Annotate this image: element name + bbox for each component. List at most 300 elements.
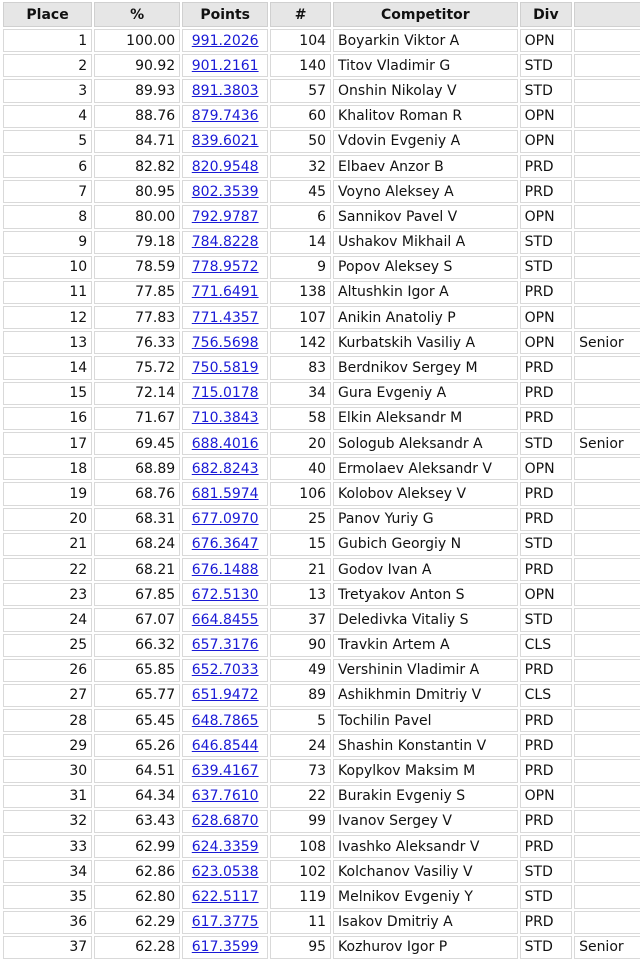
competitor-number-cell: 11	[270, 911, 331, 934]
points-link[interactable]: 672.5130	[191, 586, 259, 603]
division-cell: PRD	[520, 382, 572, 405]
points-cell	[182, 860, 268, 883]
competitor-name-cell: Titov Vladimir G	[333, 54, 518, 77]
percent-cell: 68.76	[94, 482, 180, 505]
table-row	[3, 180, 640, 203]
division-cell: PRD	[520, 709, 572, 732]
points-link[interactable]: 792.9787	[191, 208, 259, 225]
division-cell: STD	[520, 608, 572, 631]
percent-cell: 68.31	[94, 508, 180, 531]
competitor-number-cell: 22	[270, 785, 331, 808]
competitor-name-cell: Melnikov Evgeniy Y	[333, 885, 518, 908]
place-cell: 10	[3, 256, 92, 279]
percent-cell: 80.00	[94, 205, 180, 228]
points-link[interactable]: 646.8544	[191, 737, 259, 754]
competitor-number-cell: 37	[270, 608, 331, 631]
competitor-number-cell: 108	[270, 835, 331, 858]
points-link[interactable]: 623.0538	[191, 863, 259, 880]
competitor-name-cell: Anikin Anatoliy P	[333, 306, 518, 329]
percent-cell: 68.24	[94, 533, 180, 556]
points-link[interactable]: 622.5117	[191, 888, 259, 905]
percent-cell: 100.00	[94, 29, 180, 52]
points-cell	[182, 911, 268, 934]
points-cell	[182, 256, 268, 279]
place-cell: 21	[3, 533, 92, 556]
header-points[interactable]: Points	[182, 2, 268, 27]
points-link[interactable]: 802.3539	[191, 183, 259, 200]
percent-cell: 64.51	[94, 759, 180, 782]
place-cell: 29	[3, 734, 92, 757]
division-cell: CLS	[520, 684, 572, 707]
place-cell: 27	[3, 684, 92, 707]
category-cell	[574, 684, 640, 707]
place-cell: 37	[3, 936, 92, 959]
place-cell: 14	[3, 356, 92, 379]
category-cell	[574, 659, 640, 682]
competitor-number-cell: 24	[270, 734, 331, 757]
points-link[interactable]: 771.6491	[191, 284, 259, 301]
division-cell: STD	[520, 432, 572, 455]
division-cell: OPN	[520, 331, 572, 354]
competitor-name-cell: Elbaev Anzor B	[333, 155, 518, 178]
points-link[interactable]: 624.3359	[191, 838, 259, 855]
category-cell	[574, 533, 640, 556]
place-cell: 20	[3, 508, 92, 531]
competitor-name-cell: Berdnikov Sergey M	[333, 356, 518, 379]
competitor-number-cell: 34	[270, 382, 331, 405]
points-link[interactable]: 639.4167	[191, 763, 259, 780]
division-cell: PRD	[520, 180, 572, 203]
place-cell: 30	[3, 759, 92, 782]
competitor-name-cell: Godov Ivan A	[333, 558, 518, 581]
points-cell	[182, 533, 268, 556]
division-cell: STD	[520, 79, 572, 102]
table-row	[3, 331, 640, 354]
category-cell	[574, 860, 640, 883]
table-row	[3, 558, 640, 581]
percent-cell: 82.82	[94, 155, 180, 178]
category-cell	[574, 407, 640, 430]
place-cell: 28	[3, 709, 92, 732]
percent-cell: 65.85	[94, 659, 180, 682]
points-link[interactable]: 991.2026	[191, 32, 259, 49]
points-cell	[182, 785, 268, 808]
place-cell: 12	[3, 306, 92, 329]
competitor-name-cell: Travkin Artem A	[333, 634, 518, 657]
points-cell	[182, 936, 268, 959]
points-cell	[182, 407, 268, 430]
competitor-number-cell: 119	[270, 885, 331, 908]
points-cell	[182, 432, 268, 455]
division-cell: PRD	[520, 911, 572, 934]
division-cell: PRD	[520, 734, 572, 757]
table-row	[3, 860, 640, 883]
category-cell	[574, 79, 640, 102]
points-link[interactable]: 637.7610	[191, 788, 259, 805]
points-cell	[182, 130, 268, 153]
percent-cell: 68.89	[94, 457, 180, 480]
category-cell	[574, 558, 640, 581]
percent-cell: 77.83	[94, 306, 180, 329]
category-cell	[574, 155, 640, 178]
points-link[interactable]: 688.4016	[191, 435, 259, 452]
results-body	[3, 29, 640, 959]
points-link[interactable]: 839.6021	[191, 133, 259, 150]
competitor-name-cell: Panov Yuriy G	[333, 508, 518, 531]
competitor-name-cell: Ushakov Mikhail A	[333, 231, 518, 254]
competitor-number-cell: 57	[270, 79, 331, 102]
points-link[interactable]: 820.9548	[191, 158, 259, 175]
category-cell	[574, 709, 640, 732]
place-cell: 25	[3, 634, 92, 657]
category-cell	[574, 231, 640, 254]
division-cell: OPN	[520, 785, 572, 808]
division-cell: PRD	[520, 356, 572, 379]
points-link[interactable]: 677.0970	[191, 511, 259, 528]
points-cell	[182, 508, 268, 531]
table-row	[3, 684, 640, 707]
points-cell	[182, 759, 268, 782]
division-cell: PRD	[520, 759, 572, 782]
competitor-name-cell: Tochilin Pavel	[333, 709, 518, 732]
place-cell: 2	[3, 54, 92, 77]
place-cell: 5	[3, 130, 92, 153]
points-cell	[182, 382, 268, 405]
competitor-name-cell: Burakin Evgeniy S	[333, 785, 518, 808]
table-row	[3, 482, 640, 505]
points-link[interactable]: 771.4357	[191, 309, 259, 326]
table-row	[3, 734, 640, 757]
points-link[interactable]: 778.9572	[191, 259, 259, 276]
table-row	[3, 432, 640, 455]
division-cell: CLS	[520, 634, 572, 657]
category-cell: Senior	[574, 432, 640, 455]
category-cell	[574, 54, 640, 77]
competitor-name-cell: Shashin Konstantin V	[333, 734, 518, 757]
competitor-number-cell: 40	[270, 457, 331, 480]
table-row	[3, 306, 640, 329]
table-row	[3, 759, 640, 782]
competitor-name-cell: Gubich Georgiy N	[333, 533, 518, 556]
table-row	[3, 608, 640, 631]
competitor-number-cell: 95	[270, 936, 331, 959]
competitor-name-cell: Gura Evgeniy A	[333, 382, 518, 405]
points-cell	[182, 835, 268, 858]
points-cell	[182, 29, 268, 52]
competitor-name-cell: Boyarkin Viktor A	[333, 29, 518, 52]
table-row	[3, 155, 640, 178]
competitor-number-cell: 13	[270, 583, 331, 606]
competitor-number-cell: 90	[270, 634, 331, 657]
points-cell	[182, 482, 268, 505]
table-row	[3, 29, 640, 52]
division-cell: OPN	[520, 130, 572, 153]
percent-cell: 67.07	[94, 608, 180, 631]
competitor-name-cell: Kopylkov Maksim M	[333, 759, 518, 782]
points-link[interactable]: 756.5698	[191, 334, 259, 351]
place-cell: 9	[3, 231, 92, 254]
percent-cell: 64.34	[94, 785, 180, 808]
header-place[interactable]: Place	[3, 2, 92, 27]
header-row	[3, 2, 640, 27]
competitor-name-cell: Vdovin Evgeniy A	[333, 130, 518, 153]
percent-cell: 77.85	[94, 281, 180, 304]
division-cell: PRD	[520, 558, 572, 581]
competitor-number-cell: 14	[270, 231, 331, 254]
category-cell	[574, 734, 640, 757]
points-cell	[182, 608, 268, 631]
division-cell: STD	[520, 885, 572, 908]
division-cell: PRD	[520, 482, 572, 505]
table-row	[3, 885, 640, 908]
division-cell: PRD	[520, 810, 572, 833]
competitor-name-cell: Elkin Aleksandr M	[333, 407, 518, 430]
points-link[interactable]: 682.8243	[191, 460, 259, 477]
table-row	[3, 407, 640, 430]
place-cell: 36	[3, 911, 92, 934]
competitor-number-cell: 49	[270, 659, 331, 682]
place-cell: 17	[3, 432, 92, 455]
points-cell	[182, 54, 268, 77]
competitor-name-cell: Sologub Aleksandr A	[333, 432, 518, 455]
place-cell: 26	[3, 659, 92, 682]
competitor-number-cell: 50	[270, 130, 331, 153]
division-cell: OPN	[520, 306, 572, 329]
table-row	[3, 130, 640, 153]
division-cell: OPN	[520, 457, 572, 480]
competitor-name-cell: Ashikhmin Dmitriy V	[333, 684, 518, 707]
competitor-number-cell: 45	[270, 180, 331, 203]
points-link[interactable]: 710.3843	[191, 410, 259, 427]
category-cell	[574, 810, 640, 833]
category-cell	[574, 29, 640, 52]
competitor-number-cell: 142	[270, 331, 331, 354]
percent-cell: 62.28	[94, 936, 180, 959]
place-cell: 32	[3, 810, 92, 833]
table-row	[3, 533, 640, 556]
category-cell	[574, 306, 640, 329]
category-cell	[574, 105, 640, 128]
points-cell	[182, 356, 268, 379]
competitor-number-cell: 15	[270, 533, 331, 556]
division-cell: STD	[520, 860, 572, 883]
percent-cell: 65.77	[94, 684, 180, 707]
table-row	[3, 105, 640, 128]
percent-cell: 75.72	[94, 356, 180, 379]
competitor-name-cell: Khalitov Roman R	[333, 105, 518, 128]
points-link[interactable]: 891.3803	[191, 82, 259, 99]
category-cell	[574, 281, 640, 304]
points-link[interactable]: 628.6870	[191, 813, 259, 830]
place-cell: 23	[3, 583, 92, 606]
percent-cell: 72.14	[94, 382, 180, 405]
place-cell: 31	[3, 785, 92, 808]
competitor-name-cell: Kolchanov Vasiliy V	[333, 860, 518, 883]
table-row	[3, 911, 640, 934]
points-cell	[182, 457, 268, 480]
percent-cell: 90.92	[94, 54, 180, 77]
table-row	[3, 281, 640, 304]
points-link[interactable]: 648.7865	[191, 712, 259, 729]
competitor-number-cell: 140	[270, 54, 331, 77]
division-cell: PRD	[520, 155, 572, 178]
header-percent[interactable]: %	[94, 2, 180, 27]
place-cell: 3	[3, 79, 92, 102]
table-row	[3, 634, 640, 657]
points-cell	[182, 231, 268, 254]
competitor-number-cell: 73	[270, 759, 331, 782]
table-row	[3, 835, 640, 858]
points-link[interactable]: 715.0178	[191, 385, 259, 402]
percent-cell: 63.43	[94, 810, 180, 833]
place-cell: 24	[3, 608, 92, 631]
competitor-name-cell: Vershinin Vladimir A	[333, 659, 518, 682]
division-cell: PRD	[520, 281, 572, 304]
category-cell	[574, 583, 640, 606]
place-cell: 15	[3, 382, 92, 405]
place-cell: 35	[3, 885, 92, 908]
place-cell: 7	[3, 180, 92, 203]
category-cell	[574, 180, 640, 203]
division-cell: OPN	[520, 105, 572, 128]
competitor-number-cell: 32	[270, 155, 331, 178]
category-cell	[574, 256, 640, 279]
competitor-name-cell: Altushkin Igor A	[333, 281, 518, 304]
points-cell	[182, 331, 268, 354]
table-row	[3, 356, 640, 379]
percent-cell: 69.45	[94, 432, 180, 455]
place-cell: 34	[3, 860, 92, 883]
percent-cell: 65.45	[94, 709, 180, 732]
points-cell	[182, 684, 268, 707]
category-cell	[574, 130, 640, 153]
table-row	[3, 659, 640, 682]
percent-cell: 71.67	[94, 407, 180, 430]
percent-cell: 88.76	[94, 105, 180, 128]
points-link[interactable]: 617.3775	[191, 914, 259, 931]
category-cell	[574, 205, 640, 228]
competitor-name-cell: Voyno Aleksey A	[333, 180, 518, 203]
division-cell: PRD	[520, 835, 572, 858]
points-cell	[182, 79, 268, 102]
points-link[interactable]: 651.9472	[191, 687, 259, 704]
division-cell: STD	[520, 936, 572, 959]
competitor-number-cell: 107	[270, 306, 331, 329]
competitor-number-cell: 6	[270, 205, 331, 228]
percent-cell: 62.80	[94, 885, 180, 908]
competitor-number-cell: 25	[270, 508, 331, 531]
table-row	[3, 79, 640, 102]
points-cell	[182, 155, 268, 178]
competitor-name-cell: Onshin Nikolay V	[333, 79, 518, 102]
competitor-number-cell: 5	[270, 709, 331, 732]
division-cell: OPN	[520, 205, 572, 228]
points-link[interactable]: 879.7436	[191, 108, 259, 125]
competitor-number-cell: 104	[270, 29, 331, 52]
points-cell	[182, 281, 268, 304]
header-number[interactable]: #	[270, 2, 331, 27]
competitor-name-cell: Ermolaev Aleksandr V	[333, 457, 518, 480]
percent-cell: 68.21	[94, 558, 180, 581]
points-link[interactable]: 664.8455	[191, 611, 259, 628]
table-row	[3, 583, 640, 606]
table-row	[3, 256, 640, 279]
table-row	[3, 54, 640, 77]
points-link[interactable]: 676.1488	[191, 561, 259, 578]
points-link[interactable]: 784.8228	[191, 234, 259, 251]
table-row	[3, 709, 640, 732]
category-cell	[574, 759, 640, 782]
category-cell	[574, 457, 640, 480]
percent-cell: 76.33	[94, 331, 180, 354]
place-cell: 6	[3, 155, 92, 178]
division-cell: STD	[520, 231, 572, 254]
points-cell	[182, 306, 268, 329]
competitor-name-cell: Tretyakov Anton S	[333, 583, 518, 606]
points-cell	[182, 205, 268, 228]
competitor-name-cell: Sannikov Pavel V	[333, 205, 518, 228]
percent-cell: 66.32	[94, 634, 180, 657]
table-row	[3, 936, 640, 959]
category-cell	[574, 356, 640, 379]
points-cell	[182, 558, 268, 581]
competitor-name-cell: Popov Aleksey S	[333, 256, 518, 279]
place-cell: 8	[3, 205, 92, 228]
division-cell: OPN	[520, 583, 572, 606]
place-cell: 16	[3, 407, 92, 430]
points-link[interactable]: 652.7033	[191, 662, 259, 679]
header-division[interactable]: Div	[520, 2, 572, 27]
competitor-name-cell: Isakov Dmitriy A	[333, 911, 518, 934]
competitor-name-cell: Ivashko Aleksandr V	[333, 835, 518, 858]
division-cell: STD	[520, 533, 572, 556]
points-link[interactable]: 901.2161	[191, 57, 259, 74]
table-row	[3, 382, 640, 405]
place-cell: 22	[3, 558, 92, 581]
division-cell: PRD	[520, 508, 572, 531]
place-cell: 1	[3, 29, 92, 52]
competitor-name-cell: Deledivka Vitaliy S	[333, 608, 518, 631]
table-row	[3, 810, 640, 833]
table-row	[3, 205, 640, 228]
percent-cell: 62.86	[94, 860, 180, 883]
category-cell	[574, 608, 640, 631]
points-link[interactable]: 681.5974	[191, 485, 259, 502]
competitor-number-cell: 106	[270, 482, 331, 505]
competitor-number-cell: 21	[270, 558, 331, 581]
competitor-number-cell: 58	[270, 407, 331, 430]
competitor-name-cell: Ivanov Sergey V	[333, 810, 518, 833]
competitor-name-cell: Kurbatskih Vasiliy A	[333, 331, 518, 354]
points-link[interactable]: 750.5819	[191, 360, 259, 377]
points-link[interactable]: 617.3599	[191, 939, 259, 956]
points-link[interactable]: 657.3176	[191, 637, 259, 654]
competitor-name-cell: Kozhurov Igor P	[333, 936, 518, 959]
category-cell	[574, 911, 640, 934]
percent-cell: 62.29	[94, 911, 180, 934]
points-cell	[182, 180, 268, 203]
points-link[interactable]: 676.3647	[191, 536, 259, 553]
category-cell	[574, 785, 640, 808]
table-row	[3, 457, 640, 480]
header-competitor[interactable]: Competitor	[333, 2, 518, 27]
points-cell	[182, 634, 268, 657]
division-cell: STD	[520, 256, 572, 279]
competitor-number-cell: 138	[270, 281, 331, 304]
category-cell: Senior	[574, 331, 640, 354]
points-cell	[182, 659, 268, 682]
division-cell: PRD	[520, 659, 572, 682]
